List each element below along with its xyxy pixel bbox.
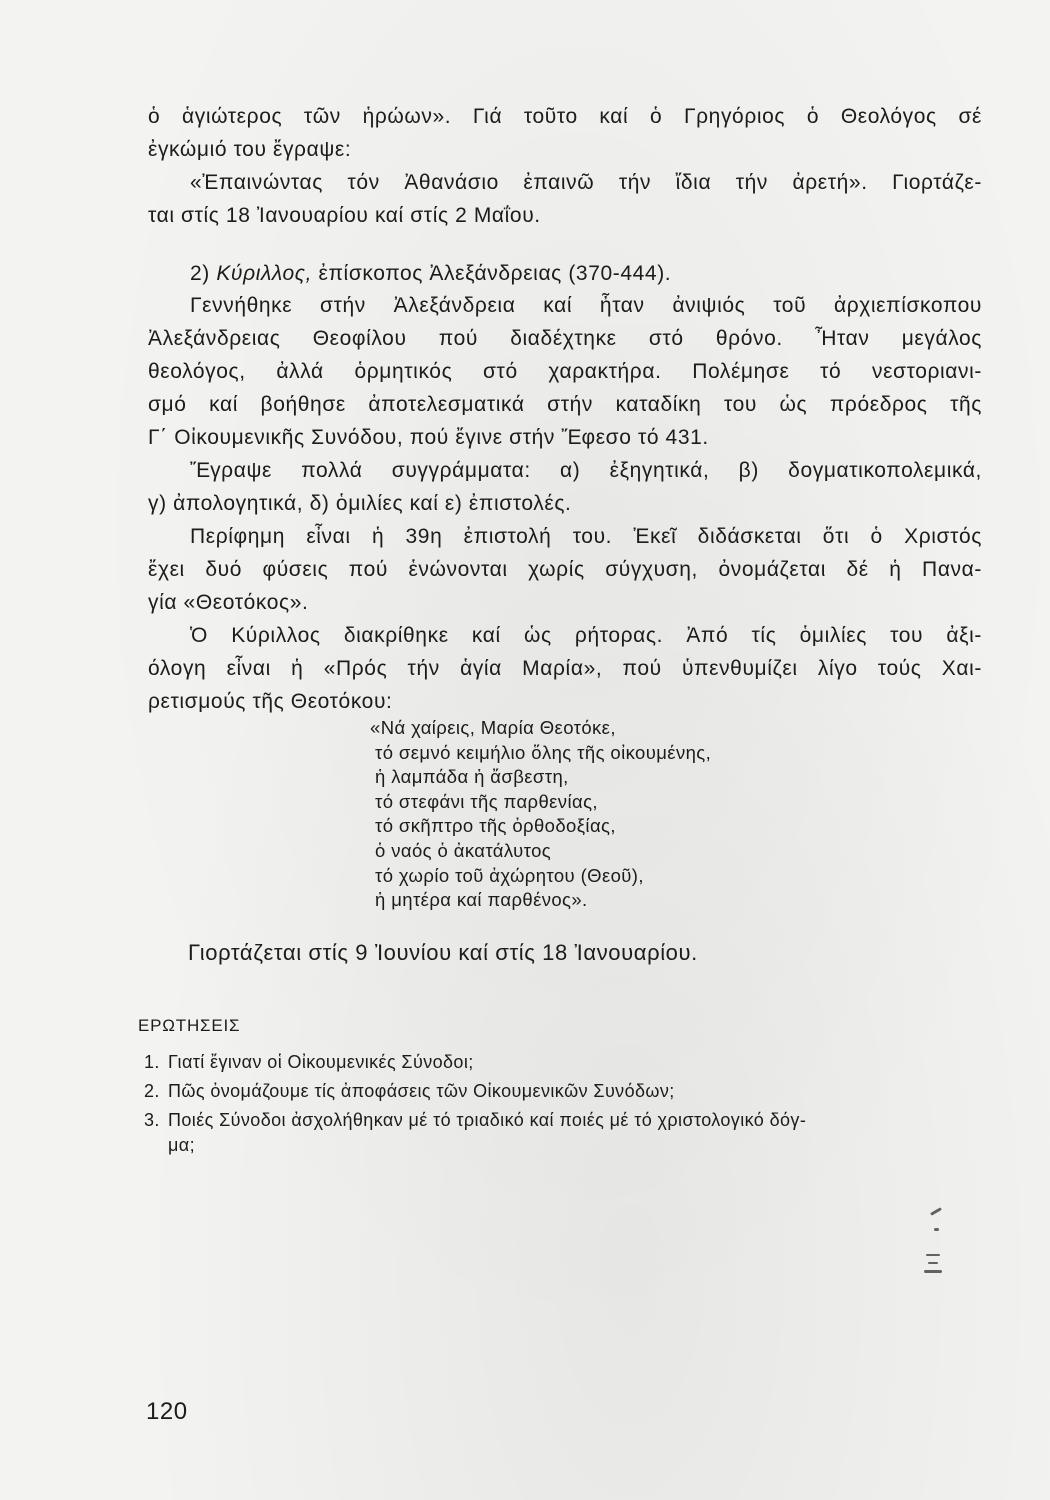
text-line: Ὁ Κύριλλος διακρίθηκε καί ὡς ρήτορας. Ἀπό τίς ὁμιλίες του ἀξι- [190,624,982,647]
section-heading [148,257,982,290]
text-line: ὁ ἁγιώτερος τῶν ἡρώων». Γιά τοῦτο καί ὁ Γρηγόριος ὁ Θεολόγος σέ [148,105,982,128]
text-line: γία «Θεοτόκος». [148,591,309,614]
ink-mark [930,1207,942,1216]
question-item [144,1079,988,1104]
text-line: ται στίς 18 Ἰανουαρίου καί στίς 2 Μαΐου. [148,204,541,227]
page-number: 120 [146,1398,188,1425]
text-line: ρετισμούς τῆς Θεοτόκου: [148,690,393,713]
quoted-hymn [370,716,711,913]
text-line: «Ἐπαινώντας τόν Ἀθανάσιο ἐπαινῶ τήν ἴδια τήν ἀρετή». Γιορτάζε- [190,171,982,194]
ink-mark [924,1270,942,1273]
section-name: Κύριλλος, [216,262,313,285]
text-line: σμό καί βοήθησε ἀποτελεσματικά στήν καταδίκη του ὡς πρόεδρος τῆς [148,393,982,416]
ink-mark [928,1262,938,1264]
ink-mark [934,1228,939,1231]
hymn-line: τό στεφάνι τῆς παρθενίας, [375,790,598,812]
section-subtitle: ἐπίσκοπος Ἀλεξάνδρειας (370-444). [318,262,672,285]
question-text: Πῶς ὀνομάζουμε τίς ἀποφάσεις τῶν Οἰκουμενικῶν Συνόδων; [168,1081,675,1101]
question-text: Γιατί ἔγιναν οἱ Οἰκουμενικές Σύνοδοι; [168,1052,474,1072]
text-line: ἐγκώμιό του ἔγραψε: [148,138,352,161]
question-item [144,1108,988,1158]
hymn-line: «Νά χαίρεις, Μαρία Θεοτόκε, [370,717,616,738]
hymn-line: ἡ λαμπάδα ἡ ἄσβεστη, [375,766,569,788]
question-number: 3. [144,1110,160,1130]
main-text [148,100,982,232]
text-line: θεολόγος, ἀλλά ὁρμητικός στό χαρακτήρα. Πολέμησε τό νεστοριανι- [148,360,982,383]
questions-heading: ΕΡΩΤΗΣΕΙΣ [138,1016,241,1035]
question-text-continuation: μα; [168,1135,195,1155]
text-line: ἔχει δυό φύσεις πού ἑνώνονται χωρίς σύγχυση, ὀνομάζεται δέ ἡ Πανα- [148,558,982,581]
hymn-line: τό χωρίο τοῦ ἀχώρητου (Θεοῦ), [375,864,644,886]
question-item [144,1050,988,1075]
question-number: 1. [144,1052,160,1072]
main-text [148,289,982,718]
text-line: Ἀλεξάνδρειας Θεοφίλου πού διαδέχτηκε στό θρόνο. Ἦταν μεγάλος [148,327,982,350]
feast-day-line: Γιορτάζεται στίς 9 Ἰουνίου καί στίς 18 Ἰανουαρίου. [188,940,698,965]
text-line: Ἔγραψε πολλά συγγράμματα: α) ἐξηγητικά, β) δογματικοπολεμικά, [190,459,982,482]
question-number: 2. [144,1081,160,1101]
text-line: Γ΄ Οἰκουμενικῆς Συνόδου, πού ἔγινε στήν Ἔφεσο τό 431. [148,426,709,449]
hymn-line: ἡ μητέρα καί παρθένος». [375,889,588,911]
question-text-wrap [168,1108,988,1158]
text-line: Περίφημη εἶναι ἡ 39η ἐπιστολή του. Ἐκεῖ διδάσκεται ὅτι ὁ Χριστός [190,525,982,548]
questions-list [144,1050,988,1162]
section-number: 2) [190,262,210,285]
hymn-line: ὁ ναός ὁ ἀκατάλυτος [375,839,552,861]
hymn-line: τό σκῆπτρο τῆς ὀρθοδοξίας, [375,815,616,837]
text-line [148,257,982,290]
text-line: Γεννήθηκε στήν Ἀλεξάνδρεια καί ἦταν ἀνιψιός τοῦ ἀρχιεπίσκοπου [190,294,982,317]
text-line: γ) ἀπολογητικά, δ) ὁμιλίες καί ε) ἐπιστολές. [148,492,572,515]
question-text: Ποιές Σύνοδοι ἀσχολήθηκαν μέ τό τριαδικό καί ποιές μέ τό χριστολογικό δόγ- [168,1110,807,1130]
ink-mark [926,1254,940,1256]
text-line: όλογη εἶναι ἡ «Πρός τήν ἁγία Μαρία», πού ὑπενθυμίζει λίγο τούς Χαι- [148,657,982,680]
hymn-line: τό σεμνό κειμήλιο ὅλης τῆς οἰκουμένης, [375,741,712,763]
